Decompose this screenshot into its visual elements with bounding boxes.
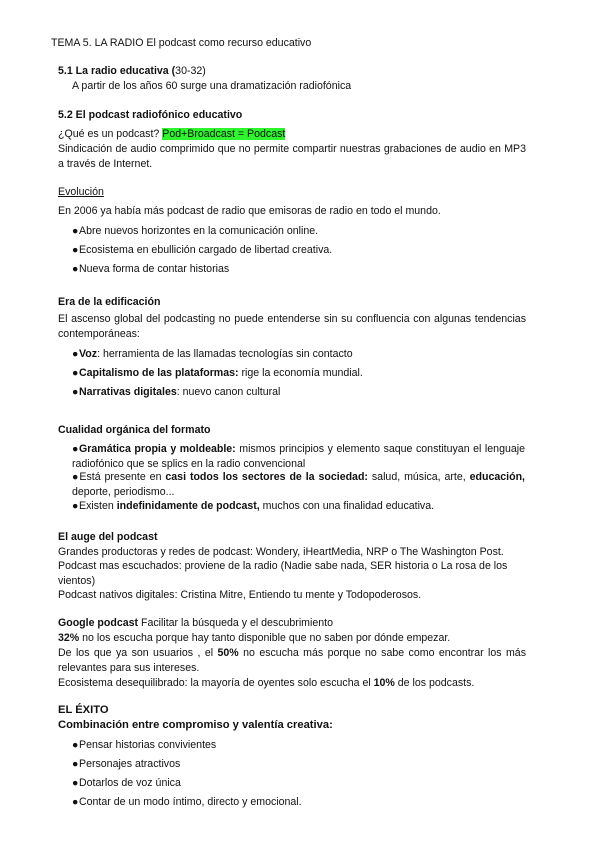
list-item: ●Ecosistema en ebullición cargado de libertad creativa. bbox=[72, 244, 333, 256]
list-item: ●Narrativas digitales: nuevo canon cultural bbox=[72, 386, 281, 398]
evolucion-intro: En 2006 ya había más podcast de radio que emisoras de radio en todo el mundo. bbox=[58, 205, 441, 217]
section-5-1-heading bbox=[58, 64, 206, 79]
cualidad-title: Cualidad orgánica del formato bbox=[58, 424, 211, 436]
evolucion-title: Evolución bbox=[58, 186, 104, 198]
bullet-icon: ● bbox=[72, 443, 80, 455]
list-item: ●Dotarlos de voz única bbox=[72, 777, 181, 789]
auge-line-3: Podcast nativos digitales: Cristina Mitre, Entiendo tu mente y Todopoderosos. bbox=[58, 589, 422, 601]
list-item: ●Personajes atractivos bbox=[72, 758, 181, 770]
google-heading: Google podcast Facilitar la búsqueda y el descubrimiento bbox=[58, 617, 333, 629]
bullet-icon: ● bbox=[72, 777, 79, 789]
list-item: ●Voz: herramienta de las llamadas tecnologías sin contacto bbox=[72, 348, 353, 360]
list-item: ●Nueva forma de contar historias bbox=[72, 263, 230, 275]
edificacion-title: Era de la edificación bbox=[58, 296, 161, 308]
list-item: ●Contar de un modo íntimo, directo y emocional. bbox=[72, 796, 302, 808]
bullet-icon: ● bbox=[72, 796, 79, 808]
list-item: ●Gramática propia y moldeable: mismos principios y elemento saque constituyan el lenguaje radiofónico que se splics en la radio convencional bbox=[72, 443, 525, 470]
auge-line-2: Podcast mas escuchados: proviene de la radio (Nadie sabe nada, SER historia o La rosa de los vientos) bbox=[58, 560, 508, 587]
question-text: ¿Qué es un podcast? bbox=[58, 128, 163, 140]
list-item: ●Existen indefinidamente de podcast, muchos con una finalidad educativa. bbox=[72, 500, 435, 512]
bullet-icon: ● bbox=[72, 739, 79, 751]
section-5-2-title: 5.2 El podcast radiofónico educativo bbox=[58, 109, 243, 121]
highlighted-definition: Pod+Broadcast = Podcast bbox=[162, 128, 286, 140]
list-item: ●Capitalismo de las plataformas: rige la economía mundial. bbox=[72, 367, 363, 379]
section-5-1-text: A partir de los años 60 surge una dramatización radiofónica bbox=[72, 80, 352, 92]
bullet-icon: ● bbox=[72, 263, 79, 275]
bullet-icon: ● bbox=[72, 471, 80, 483]
bullet-icon: ● bbox=[72, 225, 79, 237]
list-item: ●Abre nuevos horizontes en la comunicación online. bbox=[72, 225, 319, 237]
podcast-question bbox=[58, 127, 285, 142]
list-item: ●Está presente en casi todos los sectores de la sociedad: salud, música, arte, educación, deporte, periodismo... bbox=[72, 471, 525, 498]
auge-title: El auge del podcast bbox=[58, 531, 158, 543]
bullet-icon: ● bbox=[72, 348, 79, 360]
list-item: ●Pensar historias convivientes bbox=[72, 739, 217, 751]
google-line-2: De los que ya son usuarios , el 50% no escucha más porque no sabe como encontrar los más relevantes para sus intereses. bbox=[58, 647, 526, 674]
google-line-1: 32% no los escucha porque hay tanto disponible que no saben por dónde empezar. bbox=[58, 632, 451, 644]
google-title: Google podcast bbox=[58, 617, 139, 629]
edificacion-intro: El ascenso global del podcasting no puede entenderse sin su confluencia con algunas tendencias contemporáneas: bbox=[58, 313, 526, 340]
bullet-icon: ● bbox=[72, 500, 79, 512]
exito-title: EL ÉXITO bbox=[58, 704, 109, 716]
section-5-1-title: 5.1 La radio educativa ( bbox=[58, 65, 176, 77]
bullet-icon: ● bbox=[72, 244, 79, 256]
auge-line-1: Grandes productoras y redes de podcast: Wondery, iHeartMedia, NRP o The Washington Post. bbox=[58, 546, 504, 558]
bullet-icon: ● bbox=[72, 386, 79, 398]
bullet-icon: ● bbox=[72, 367, 79, 379]
section-5-1-pages: 30-32) bbox=[175, 65, 206, 77]
document-header: TEMA 5. LA RADIO El podcast como recurso educativo bbox=[51, 37, 312, 49]
google-line-3: Ecosistema desequilibrado: la mayoría de oyentes solo escucha el 10% de los podcasts. bbox=[58, 677, 475, 689]
bullet-icon: ● bbox=[72, 758, 79, 770]
exito-subtitle: Combinación entre compromiso y valentía creativa: bbox=[58, 719, 333, 731]
podcast-definition: Sindicación de audio comprimido que no permite compartir nuestras grabaciones de audio en MP3 a través de Internet. bbox=[58, 143, 526, 170]
